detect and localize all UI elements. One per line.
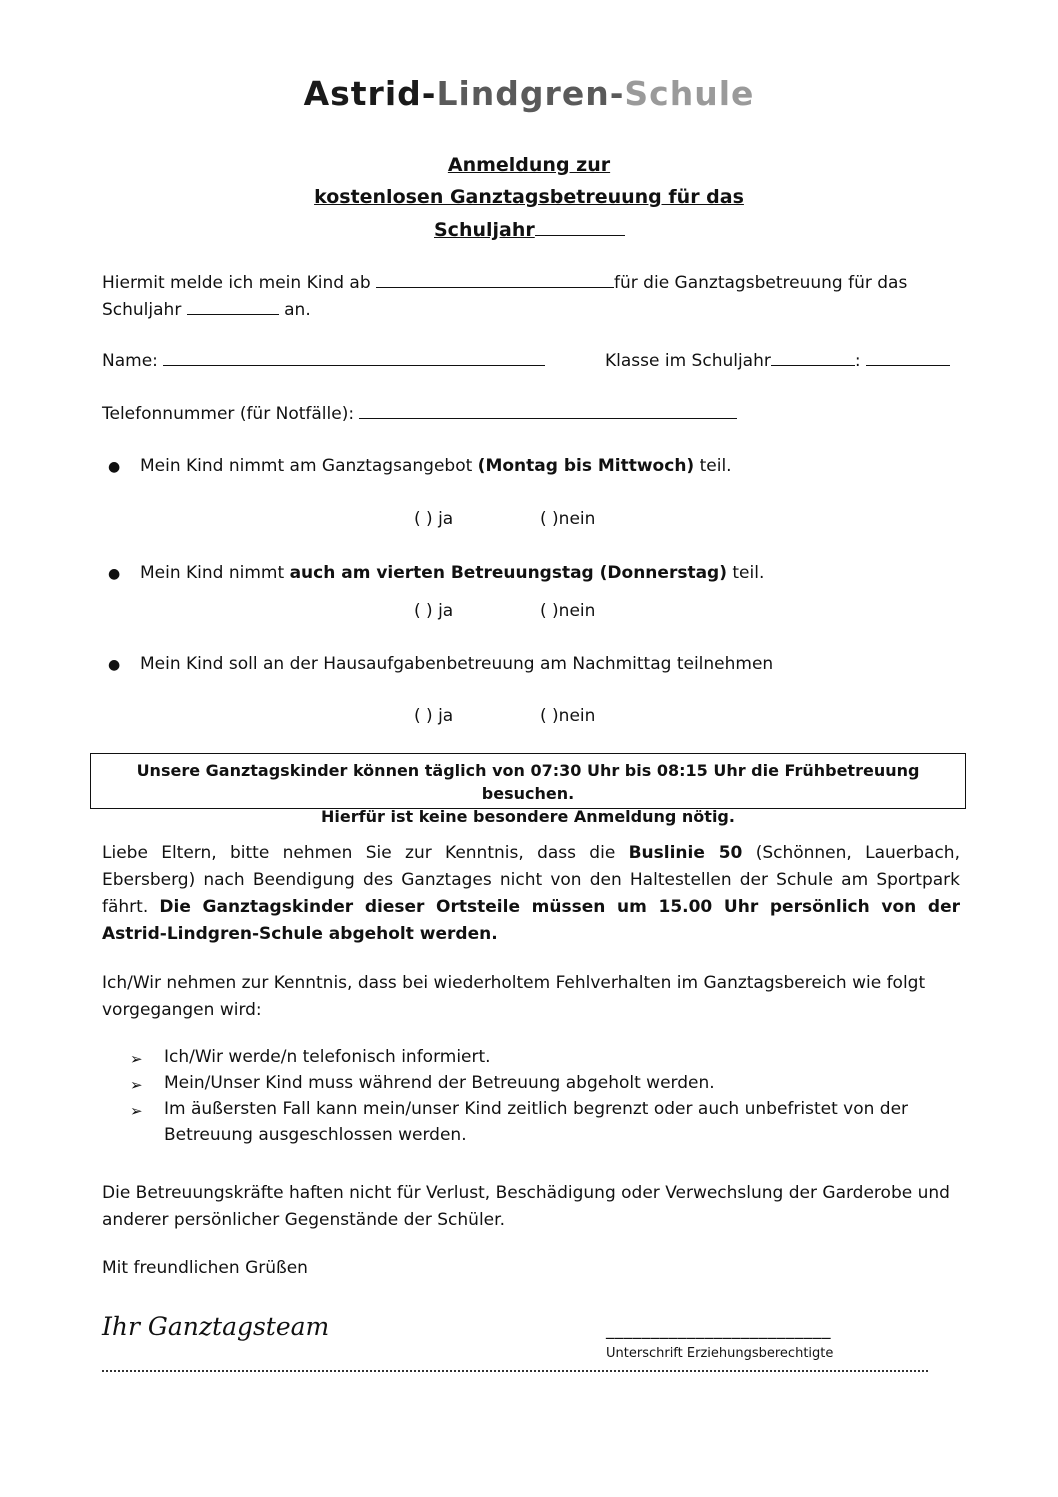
intro-line-1 <box>102 273 907 293</box>
phone-field[interactable] <box>359 418 737 419</box>
name-label: Name: <box>102 351 158 371</box>
arrow-icon: ➢ <box>130 1076 143 1094</box>
notice-line-1: Unsere Ganztagskinder können täglich von 07:30 Uhr bis 08:15 Uhr die Frühbetreuung besuchen. <box>136 761 920 803</box>
intro-text-c: Schuljahr <box>102 300 182 320</box>
title-line-1: Anmeldung zur <box>447 154 611 176</box>
logo-part-2: Lindgren- <box>436 74 625 113</box>
conduct-step-3: Im äußersten Fall kann mein/unser Kind zeitlich begrenzt oder auch unbefristet von der <box>164 1099 909 1119</box>
cut-line <box>102 1370 928 1372</box>
option-3-no[interactable]: ( )nein <box>540 706 596 726</box>
option-2-text <box>140 563 764 583</box>
notice-line-2: Hierfür ist keine besondere Anmeldung nötig. <box>321 807 735 826</box>
phone-row <box>102 404 737 424</box>
class-year-field[interactable] <box>771 365 855 366</box>
bullet-icon: ● <box>108 566 121 582</box>
class-field[interactable] <box>866 365 950 366</box>
closing-text: Mit freundlichen Grüßen <box>102 1258 308 1278</box>
intro-text-a: Hiermit melde ich mein Kind ab <box>102 273 371 293</box>
logo-part-3: Schule <box>624 74 755 113</box>
school-year-field[interactable] <box>187 314 279 315</box>
name-row <box>102 351 545 371</box>
intro-line-2 <box>102 300 311 320</box>
schuljahr-blank[interactable] <box>535 235 625 236</box>
bullet-icon: ● <box>108 657 121 673</box>
title-line-2: kostenlosen Ganztagsbetreuung für das <box>314 186 744 208</box>
liability-text: Die Betreuungskräfte haften nicht für Verlust, Beschädigung oder Verwechslung der Garderobe und anderer persönlicher Gegenstände der Schüler. <box>102 1183 950 1230</box>
class-separator: : <box>854 351 861 371</box>
option-1-no[interactable]: ( )nein <box>540 509 596 529</box>
option-1-yes[interactable]: ( ) ja <box>414 509 454 529</box>
option-2-no[interactable]: ( )nein <box>540 601 596 621</box>
option-2-text-a: Mein Kind nimmt <box>140 563 290 583</box>
arrow-icon: ➢ <box>130 1050 143 1068</box>
bus-text-a: Liebe Eltern, bitte nehmen Sie zur Kenntnis, dass die <box>102 843 629 863</box>
option-3-text <box>140 654 773 674</box>
bus-paragraph <box>102 840 960 948</box>
intro-text-b: für die Ganztagsbetreuung für das <box>614 273 908 293</box>
option-2-text-b: teil. <box>726 563 765 583</box>
conduct-step-2: Mein/Unser Kind muss während der Betreuung abgeholt werden. <box>164 1073 715 1093</box>
option-1-text-bold: (Montag bis Mittwoch) <box>477 456 695 476</box>
title-schuljahr: Schuljahr <box>434 219 535 241</box>
title-line-3 <box>434 219 625 241</box>
option-1-text-b: teil. <box>694 456 732 476</box>
conduct-intro: Ich/Wir nehmen zur Kenntnis, dass bei wiederholtem Fehlverhalten im Ganztagsbereich wie folgt vorgegangen wird: <box>102 973 926 1020</box>
phone-label: Telefonnummer (für Notfälle): <box>102 404 355 424</box>
class-label: Klasse im Schuljahr <box>605 351 771 371</box>
signature-line[interactable]: _________________________ <box>606 1320 831 1340</box>
intro-text-d: an. <box>284 300 311 320</box>
start-date-field[interactable] <box>376 287 614 288</box>
bus-text-d: Die Ganztagskinder dieser Ortsteile müssen um 15.00 Uhr persönlich von der Astrid-Lindgren-Schule abgeholt werden. <box>102 897 960 944</box>
bus-text-c: (Schönnen, Lauerbach, Ebersberg) nach Beendigung des Ganztages nicht von den Haltestellen der Schule am Sportpark fährt. <box>102 843 960 917</box>
option-2-yes[interactable]: ( ) ja <box>414 601 454 621</box>
option-1-text-a: Mein Kind nimmt am Ganztagsangebot <box>140 456 478 476</box>
option-2-text-bold: auch am vierten Betreuungstag (Donnerstag) <box>289 563 727 583</box>
option-3-yes[interactable]: ( ) ja <box>414 706 454 726</box>
conduct-step-1: Ich/Wir werde/n telefonisch informiert. <box>164 1047 491 1067</box>
name-field[interactable] <box>163 365 545 366</box>
signature-caption: Unterschrift Erziehungsberechtigte <box>606 1346 834 1361</box>
option-3-text-a: Mein Kind soll an der Hausaufgabenbetreuung am Nachmittag teilnehmen <box>140 654 774 674</box>
conduct-step-3-cont: Betreuung ausgeschlossen werden. <box>164 1125 467 1145</box>
class-row <box>605 351 950 371</box>
signature-team: Ihr Ganztagsteam <box>102 1312 330 1341</box>
bullet-icon: ● <box>108 459 121 475</box>
option-1-text <box>140 456 732 476</box>
school-logo <box>0 74 1058 113</box>
notice-box <box>90 753 966 826</box>
logo-part-1: Astrid- <box>303 74 437 113</box>
bus-line-number: Buslinie 50 <box>628 843 743 863</box>
arrow-icon: ➢ <box>130 1102 143 1120</box>
